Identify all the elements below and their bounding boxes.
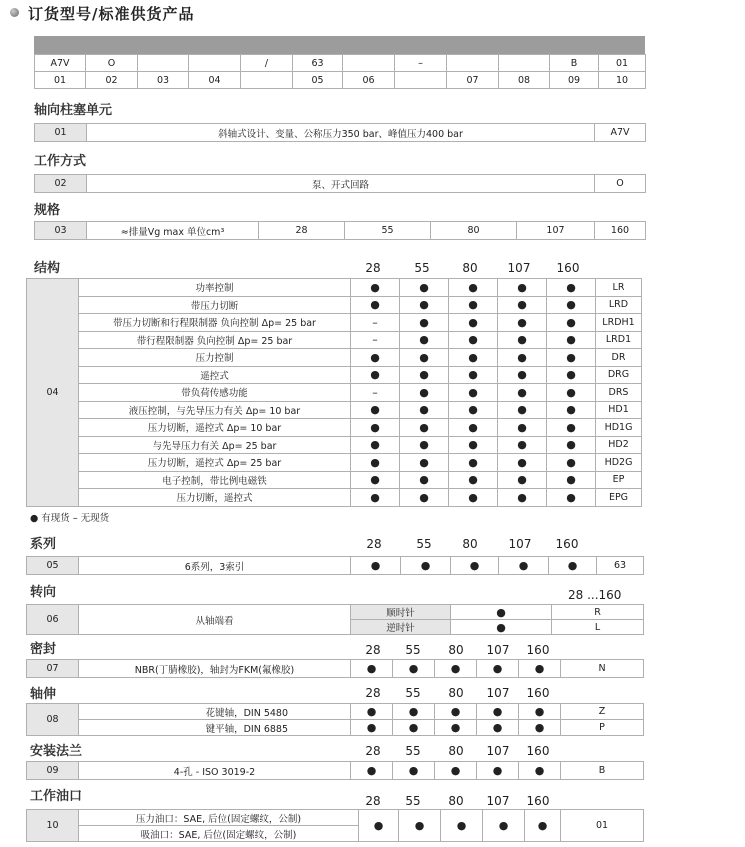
size-header-cell: 160 bbox=[556, 261, 580, 275]
control-type-label: 带行程限制器 负向控制 Δp= 25 bar bbox=[79, 331, 351, 349]
availability-cell: ● bbox=[483, 810, 525, 842]
code-cell bbox=[499, 55, 550, 72]
availability-legend: ● 有现货 – 无现货 bbox=[30, 513, 110, 524]
availability-cell: ● bbox=[393, 660, 435, 678]
code-cell: 01 bbox=[599, 55, 646, 72]
availability-cell: ● bbox=[351, 436, 400, 454]
section-heading: 轴向柱塞单元 bbox=[34, 103, 113, 118]
code-cell bbox=[189, 55, 241, 72]
code-cell: B bbox=[550, 55, 599, 72]
pos-cell: 05 bbox=[293, 72, 343, 89]
row-code: HD1 bbox=[596, 401, 642, 419]
availability-cell: ● bbox=[393, 762, 435, 780]
row-code: Z bbox=[561, 704, 644, 720]
row-number: 10 bbox=[27, 810, 79, 842]
size-header-cell: 107 bbox=[508, 537, 532, 551]
availability-cell: ● bbox=[498, 471, 547, 489]
availability-cell: ● bbox=[435, 720, 477, 736]
availability-cell: ● bbox=[547, 436, 596, 454]
section-heading: 规格 bbox=[34, 203, 61, 218]
availability-cell: ● bbox=[547, 331, 596, 349]
row-description: 泵、开式回路 bbox=[87, 175, 595, 193]
control-type-label: 功率控制 bbox=[79, 279, 351, 297]
availability-cell: ● bbox=[449, 454, 498, 472]
row-description: 4-孔 - ISO 3019-2 bbox=[79, 762, 351, 780]
size-header-cell: 28 bbox=[365, 744, 381, 758]
availability-cell: ● bbox=[399, 810, 441, 842]
availability-cell: ● bbox=[400, 436, 449, 454]
availability-cell: ● bbox=[498, 454, 547, 472]
section-05-table bbox=[26, 556, 644, 575]
rotation-label: 逆时针 bbox=[351, 620, 451, 635]
row-code: B bbox=[561, 762, 644, 780]
availability-cell: ● bbox=[351, 489, 400, 507]
availability-cell: ● bbox=[400, 384, 449, 402]
availability-cell: ● bbox=[525, 810, 561, 842]
size-header-cell: 28 bbox=[365, 686, 381, 700]
availability-cell: ● bbox=[519, 660, 561, 678]
availability-cell: ● bbox=[393, 704, 435, 720]
row-number: 05 bbox=[27, 557, 79, 575]
size-cell: 55 bbox=[345, 222, 431, 240]
size-header-cell: 160 bbox=[526, 686, 550, 700]
control-type-label: 带压力切断和行程限制器 负向控制 Δp= 25 bar bbox=[79, 314, 351, 332]
availability-cell: ● bbox=[351, 401, 400, 419]
availability-cell: ● bbox=[498, 349, 547, 367]
section-heading: 系列 bbox=[30, 537, 57, 552]
availability-cell: ● bbox=[400, 471, 449, 489]
size-range: 28 ...160 bbox=[568, 588, 622, 602]
row-number: 07 bbox=[27, 660, 79, 678]
availability-cell: ● bbox=[449, 384, 498, 402]
availability-cell: ● bbox=[547, 471, 596, 489]
size-header-cell: 28 bbox=[365, 261, 381, 275]
availability-cell: ● bbox=[547, 401, 596, 419]
row-description: 压力油口：SAE, 后位(固定螺纹，公制) bbox=[79, 810, 359, 826]
size-header-cell: 160 bbox=[526, 643, 550, 657]
control-type-label: 遥控式 bbox=[79, 366, 351, 384]
size-header bbox=[0, 537, 745, 551]
size-header-cell: 80 bbox=[448, 686, 464, 700]
availability-cell: ● bbox=[400, 331, 449, 349]
availability-cell: ● bbox=[547, 314, 596, 332]
availability-cell: ● bbox=[498, 384, 547, 402]
availability-cell: ● bbox=[449, 489, 498, 507]
availability-cell: ● bbox=[451, 605, 552, 620]
row-description: 斜轴式设计、变量、公称压力350 bar、峰值压力400 bar bbox=[87, 124, 595, 142]
availability-cell: ● bbox=[400, 419, 449, 437]
availability-cell: ● bbox=[451, 620, 552, 635]
row-code: O bbox=[595, 175, 646, 193]
row-number: 01 bbox=[35, 124, 87, 142]
code-cell: – bbox=[395, 55, 447, 72]
availability-cell: ● bbox=[547, 419, 596, 437]
availability-cell: ● bbox=[449, 331, 498, 349]
section-heading: 工作油口 bbox=[30, 789, 83, 804]
availability-cell: ● bbox=[519, 762, 561, 780]
control-type-label: 液压控制，与先导压力有关 Δp= 10 bar bbox=[79, 401, 351, 419]
size-header-cell: 107 bbox=[486, 744, 510, 758]
availability-cell: ● bbox=[449, 419, 498, 437]
size-header-cell: 28 bbox=[366, 537, 382, 551]
availability-cell: ● bbox=[359, 810, 399, 842]
pos-cell: 09 bbox=[550, 72, 599, 89]
row-description: 键平轴，DIN 6885 bbox=[79, 720, 351, 736]
availability-cell: ● bbox=[498, 489, 547, 507]
size-header-cell: 160 bbox=[526, 794, 550, 808]
size-cell: 160 bbox=[595, 222, 646, 240]
size-cell: 28 bbox=[259, 222, 345, 240]
row-code: HD1G bbox=[596, 419, 642, 437]
size-header-cell: 55 bbox=[405, 744, 421, 758]
size-header-cell: 107 bbox=[486, 794, 510, 808]
pos-cell bbox=[241, 72, 293, 89]
row-number: 02 bbox=[35, 175, 87, 193]
displacement-label: ≈排量Vg max 单位cm³ bbox=[87, 222, 259, 240]
availability-cell: ● bbox=[498, 366, 547, 384]
availability-cell: ● bbox=[435, 762, 477, 780]
page-title: 订货型号/标准供货产品 bbox=[28, 5, 195, 23]
availability-cell: ● bbox=[498, 279, 547, 297]
size-header-cell: 28 bbox=[365, 643, 381, 657]
row-code: 63 bbox=[597, 557, 644, 575]
size-header bbox=[0, 794, 745, 808]
availability-cell: ● bbox=[519, 720, 561, 736]
pos-cell: 01 bbox=[35, 72, 86, 89]
size-header-cell: 160 bbox=[526, 744, 550, 758]
availability-cell: ● bbox=[477, 720, 519, 736]
pos-cell: 02 bbox=[86, 72, 138, 89]
size-header bbox=[0, 261, 745, 275]
availability-cell: ● bbox=[441, 810, 483, 842]
section-heading: 密封 bbox=[30, 642, 57, 657]
row-code: L bbox=[552, 620, 644, 635]
row-description: NBR(丁腈橡胶)，轴封为FKM(氟橡胶) bbox=[79, 660, 351, 678]
size-header-cell: 80 bbox=[462, 261, 478, 275]
header-bar bbox=[34, 36, 645, 54]
availability-cell: – bbox=[351, 314, 400, 332]
row-description: 从轴端看 bbox=[79, 605, 351, 635]
availability-cell: ● bbox=[549, 557, 597, 575]
availability-cell: ● bbox=[477, 762, 519, 780]
row-code: EP bbox=[596, 471, 642, 489]
availability-cell: ● bbox=[499, 557, 549, 575]
availability-cell: ● bbox=[351, 279, 400, 297]
size-header-cell: 55 bbox=[405, 794, 421, 808]
size-header-cell: 55 bbox=[416, 537, 432, 551]
code-cell bbox=[138, 55, 189, 72]
availability-cell: ● bbox=[351, 704, 393, 720]
availability-cell: ● bbox=[400, 279, 449, 297]
code-cell bbox=[447, 55, 499, 72]
size-header-cell: 107 bbox=[486, 686, 510, 700]
row-code: DRG bbox=[596, 366, 642, 384]
section-09-table bbox=[26, 761, 644, 780]
control-type-label: 带压力切断 bbox=[79, 296, 351, 314]
size-header-cell: 107 bbox=[486, 643, 510, 657]
availability-cell: ● bbox=[498, 436, 547, 454]
section-08-table bbox=[26, 703, 644, 736]
availability-cell: ● bbox=[547, 384, 596, 402]
order-code-table bbox=[34, 54, 646, 89]
row-number: 06 bbox=[27, 605, 79, 635]
row-description: 花键轴，DIN 5480 bbox=[79, 704, 351, 720]
row-code: LRDH1 bbox=[596, 314, 642, 332]
availability-cell: ● bbox=[351, 419, 400, 437]
availability-cell: ● bbox=[498, 419, 547, 437]
availability-cell: ● bbox=[400, 401, 449, 419]
pos-cell: 03 bbox=[138, 72, 189, 89]
availability-cell: ● bbox=[498, 296, 547, 314]
availability-cell: ● bbox=[393, 720, 435, 736]
control-type-label: 压力控制 bbox=[79, 349, 351, 367]
availability-cell: ● bbox=[351, 762, 393, 780]
availability-cell: ● bbox=[547, 349, 596, 367]
availability-cell: ● bbox=[400, 314, 449, 332]
code-cell: A7V bbox=[35, 55, 86, 72]
rotation-label: 顺时针 bbox=[351, 605, 451, 620]
availability-cell: ● bbox=[435, 704, 477, 720]
row-code: EPG bbox=[596, 489, 642, 507]
availability-cell: ● bbox=[400, 366, 449, 384]
availability-cell: ● bbox=[400, 489, 449, 507]
row-number: 03 bbox=[35, 222, 87, 240]
availability-cell: – bbox=[351, 384, 400, 402]
availability-cell: ● bbox=[449, 471, 498, 489]
title-bullet-icon bbox=[10, 8, 19, 17]
size-header-cell: 107 bbox=[507, 261, 531, 275]
availability-cell: ● bbox=[449, 401, 498, 419]
section-heading: 工作方式 bbox=[34, 154, 87, 169]
section-03-table bbox=[34, 221, 646, 240]
availability-cell: ● bbox=[547, 489, 596, 507]
size-header bbox=[0, 643, 745, 657]
size-header-cell: 80 bbox=[448, 643, 464, 657]
size-header-cell: 28 bbox=[365, 794, 381, 808]
section-07-table bbox=[26, 659, 644, 678]
row-number: 09 bbox=[27, 762, 79, 780]
size-header-cell: 55 bbox=[405, 686, 421, 700]
availability-cell: ● bbox=[451, 557, 499, 575]
section-06-table bbox=[26, 604, 644, 635]
size-header-cell: 160 bbox=[555, 537, 579, 551]
control-type-label: 与先导压力有关 Δp= 25 bar bbox=[79, 436, 351, 454]
size-cell: 80 bbox=[431, 222, 517, 240]
section-heading: 轴伸 bbox=[30, 687, 57, 702]
availability-cell: ● bbox=[400, 454, 449, 472]
availability-cell: ● bbox=[400, 296, 449, 314]
availability-cell: ● bbox=[449, 279, 498, 297]
availability-cell: – bbox=[351, 331, 400, 349]
availability-cell: ● bbox=[449, 366, 498, 384]
row-code: A7V bbox=[595, 124, 646, 142]
row-description: 吸油口：SAE, 后位(固定螺纹，公制) bbox=[79, 826, 359, 842]
pos-cell bbox=[395, 72, 447, 89]
control-type-label: 压力切断，遥控式 bbox=[79, 489, 351, 507]
availability-cell: ● bbox=[498, 331, 547, 349]
availability-cell: ● bbox=[519, 704, 561, 720]
availability-cell: ● bbox=[449, 314, 498, 332]
row-code: DR bbox=[596, 349, 642, 367]
availability-cell: ● bbox=[351, 366, 400, 384]
section-01-table bbox=[34, 123, 646, 142]
section-04-table bbox=[26, 278, 642, 507]
section-02-table bbox=[34, 174, 646, 193]
availability-cell: ● bbox=[351, 296, 400, 314]
availability-cell: ● bbox=[351, 471, 400, 489]
availability-cell: ● bbox=[401, 557, 451, 575]
row-code: P bbox=[561, 720, 644, 736]
code-cell bbox=[343, 55, 395, 72]
section-heading: 结构 bbox=[34, 261, 61, 276]
availability-cell: ● bbox=[449, 296, 498, 314]
availability-cell: ● bbox=[477, 660, 519, 678]
row-code: DRS bbox=[596, 384, 642, 402]
pos-cell: 04 bbox=[189, 72, 241, 89]
availability-cell: ● bbox=[498, 314, 547, 332]
size-cell: 107 bbox=[517, 222, 595, 240]
row-code: LR bbox=[596, 279, 642, 297]
row-description: 6系列，3索引 bbox=[79, 557, 351, 575]
availability-cell: ● bbox=[351, 557, 401, 575]
section-heading: 转向 bbox=[30, 585, 57, 600]
pos-cell: 08 bbox=[499, 72, 550, 89]
size-header-cell: 80 bbox=[462, 537, 478, 551]
row-number: 04 bbox=[27, 279, 79, 507]
availability-cell: ● bbox=[351, 660, 393, 678]
row-code: 01 bbox=[561, 810, 644, 842]
availability-cell: ● bbox=[449, 349, 498, 367]
control-type-label: 压力切断，遥控式 Δp= 25 bar bbox=[79, 454, 351, 472]
availability-cell: ● bbox=[547, 366, 596, 384]
availability-cell: ● bbox=[351, 349, 400, 367]
control-type-label: 压力切断，遥控式 Δp= 10 bar bbox=[79, 419, 351, 437]
availability-cell: ● bbox=[477, 704, 519, 720]
section-heading: 安装法兰 bbox=[30, 744, 83, 759]
size-header bbox=[0, 686, 745, 700]
availability-cell: ● bbox=[547, 279, 596, 297]
pos-cell: 06 bbox=[343, 72, 395, 89]
availability-cell: ● bbox=[449, 436, 498, 454]
size-header bbox=[0, 744, 745, 758]
availability-cell: ● bbox=[351, 454, 400, 472]
row-code: HD2 bbox=[596, 436, 642, 454]
size-header-cell: 55 bbox=[405, 643, 421, 657]
availability-cell: ● bbox=[498, 401, 547, 419]
control-type-label: 带负荷传感功能 bbox=[79, 384, 351, 402]
section-10-table bbox=[26, 809, 644, 842]
size-header-cell: 80 bbox=[448, 744, 464, 758]
availability-cell: ● bbox=[547, 296, 596, 314]
availability-cell: ● bbox=[435, 660, 477, 678]
code-cell: O bbox=[86, 55, 138, 72]
control-type-label: 电子控制，带比例电磁铁 bbox=[79, 471, 351, 489]
size-header-cell: 55 bbox=[414, 261, 430, 275]
size-header-cell: 80 bbox=[448, 794, 464, 808]
pos-cell: 10 bbox=[599, 72, 646, 89]
availability-cell: ● bbox=[351, 720, 393, 736]
availability-cell: ● bbox=[547, 454, 596, 472]
row-code: R bbox=[552, 605, 644, 620]
row-code: LRD1 bbox=[596, 331, 642, 349]
row-code: HD2G bbox=[596, 454, 642, 472]
code-cell: 63 bbox=[293, 55, 343, 72]
pos-cell: 07 bbox=[447, 72, 499, 89]
row-code: N bbox=[561, 660, 644, 678]
row-code: LRD bbox=[596, 296, 642, 314]
code-cell: / bbox=[241, 55, 293, 72]
availability-cell: ● bbox=[400, 349, 449, 367]
row-number: 08 bbox=[27, 704, 79, 736]
